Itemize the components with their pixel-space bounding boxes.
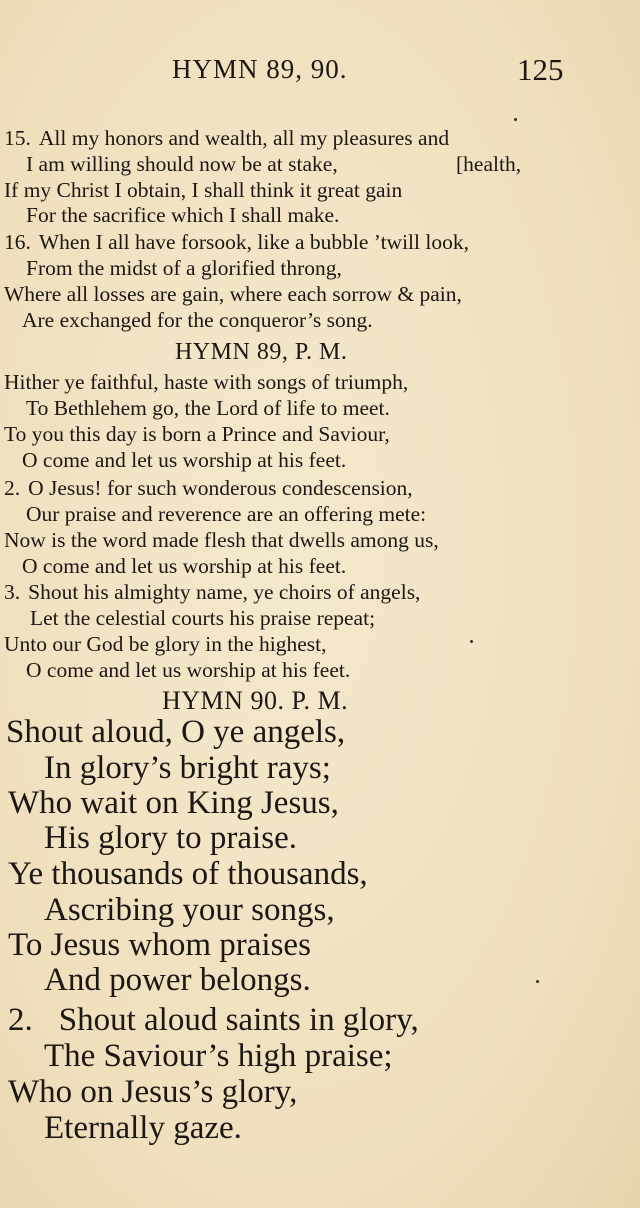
ink-speck: [470, 640, 473, 643]
ink-speck: [514, 118, 517, 121]
hymn-89-v1-line-1: Hither ye faithful, haste with songs of triumph,: [4, 370, 409, 394]
hymn-90-v1-line-2: In glory’s bright rays;: [44, 750, 331, 786]
hymn-89-v2-line-4: O come and let us worship at his feet.: [22, 554, 347, 578]
hymn-89-v1-line-3: To you this day is born a Prince and Saviour,: [4, 422, 390, 446]
running-title: HYMN 89, 90.: [172, 54, 348, 84]
hymn-90-v2-line-3: Who on Jesus’s glory,: [8, 1074, 298, 1110]
hymn-90-v1-line-8: And power belongs.: [44, 962, 311, 998]
verse-number: 16.: [4, 230, 31, 254]
hymn-90-v2-line-1: 2. Shout aloud saints in glory,: [8, 1002, 419, 1038]
hymn-89-v2-line-2: Our praise and reverence are an offering mete:: [26, 502, 427, 526]
hymn-90-v1-line-7: To Jesus whom praises: [8, 927, 311, 963]
hymn-89-v3-line-4: O come and let us worship at his feet.: [26, 658, 351, 682]
verse-number: 3.: [4, 580, 21, 604]
verse-15-line-4: For the sacrifice which I shall make.: [26, 203, 340, 227]
hymn-89-v2-line-3: Now is the word made flesh that dwells among us,: [4, 528, 439, 552]
verse-15-overflow-word: [health,: [456, 152, 522, 176]
hymn-89-v1-line-2: To Bethlehem go, the Lord of life to meet.: [26, 396, 390, 420]
hymn-90-v2-line-2: The Saviour’s high praise;: [44, 1038, 393, 1074]
hymn-90-v1-line-1: Shout aloud, O ye angels,: [6, 714, 346, 750]
verse-16-line-1: 16. When I all have forsook, like a bubble ’twill look,: [4, 230, 469, 254]
verse-16-line-2: From the midst of a glorified throng,: [26, 256, 342, 280]
hymn-89-v1-line-4: O come and let us worship at his feet.: [22, 448, 347, 472]
hymn-90-v1-line-6: Ascribing your songs,: [44, 892, 335, 928]
hymn-89-v3-line-1: 3. Shout his almighty name, ye choirs of angels,: [4, 580, 421, 604]
hymn-90-v2-line-4: Eternally gaze.: [44, 1110, 242, 1146]
verse-number: 2.: [4, 476, 21, 500]
verse-15-line-2: I am willing should now be at stake,: [26, 152, 338, 176]
hymn-89-title: HYMN 89, P. M.: [175, 339, 348, 365]
hymn-90-v1-line-4: His glory to praise.: [44, 820, 297, 856]
hymn-90-v1-line-5: Ye thousands of thousands,: [8, 856, 368, 892]
verse-number: 15.: [4, 126, 31, 150]
verse-16-line-4: Are exchanged for the conqueror’s song.: [22, 308, 373, 332]
hymn-89-v3-line-3: Unto our God be glory in the highest,: [4, 632, 327, 656]
hymn-89-v2-line-1: 2. O Jesus! for such wonderous condescension,: [4, 476, 413, 500]
verse-15-line-1: 15. All my honors and wealth, all my pleasures and: [4, 126, 450, 150]
ink-speck: [536, 980, 539, 983]
page-header: [0, 54, 640, 90]
verse-16-line-3: Where all losses are gain, where each sorrow & pain,: [4, 282, 462, 306]
verse-number: 2.: [8, 1002, 33, 1038]
page-number: 125: [517, 52, 564, 87]
verse-15-line-3: If my Christ I obtain, I shall think it great gain: [4, 178, 403, 202]
hymn-90-title: HYMN 90. P. M.: [162, 686, 349, 715]
hymn-90-v1-line-3: Who wait on King Jesus,: [8, 785, 339, 821]
hymn-89-v3-line-2: Let the celestial courts his praise repeat;: [30, 606, 376, 630]
